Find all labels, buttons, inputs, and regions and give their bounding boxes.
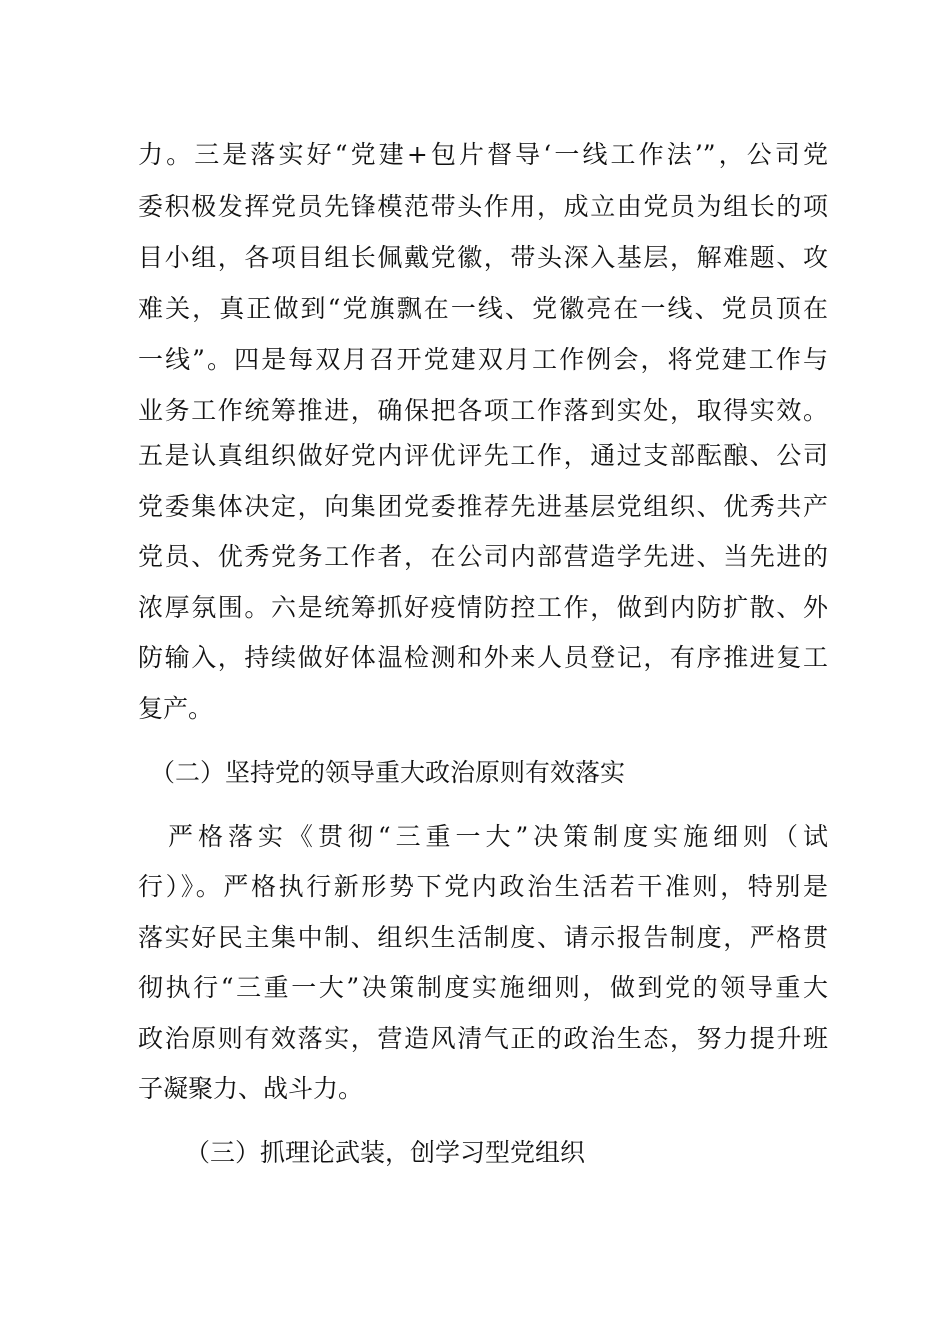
paragraph-line: 力。三是落实好“党建+包片督导‘一线工作法’”，公司党 [138, 140, 828, 169]
paragraph-line: 子凝聚力、战斗力。 [138, 1074, 364, 1103]
paragraph-line: 政治原则有效落实，营造风清气正的政治生态，努力提升班 [138, 1024, 828, 1053]
paragraph-line: 防输入，持续做好体温检测和外来人员登记，有序推进复工 [138, 643, 828, 672]
paragraph-line: 党员、优秀党务工作者，在公司内部营造学先进、当先进的 [138, 542, 828, 571]
paragraph-line: 五是认真组织做好党内评优评先工作，通过支部酝酿、公司 [138, 441, 828, 470]
paragraph-line: 落实好民主集中制、组织生活制度、请示报告制度，严格贯 [138, 923, 828, 952]
paragraph-line: 浓厚氛围。六是统筹抓好疫情防控工作，做到内防扩散、外 [138, 593, 828, 622]
paragraph-line: 复产。 [138, 694, 214, 723]
paragraph-line: 一线”。四是每双月召开党建双月工作例会，将党建工作与 [138, 345, 828, 374]
section-heading: （二）坚持党的领导重大政治原则有效落实 [150, 758, 626, 787]
paragraph-line: 行）》。严格执行新形势下党内政治生活若干准则，特别是 [138, 872, 828, 901]
paragraph-line: 委积极发挥党员先锋模范带头作用，成立由党员为组长的项 [138, 192, 828, 221]
paragraph-line: 目小组，各项目组长佩戴党徽，带头深入基层，解难题、攻 [138, 243, 828, 272]
paragraph-line: 业务工作统筹推进，确保把各项工作落到实处，取得实效。 [138, 396, 828, 425]
section-heading: （三）抓理论武装，创学习型党组织 [185, 1138, 586, 1167]
paragraph-line: 党委集体决定，向集团党委推荐先进基层党组织、优秀共产 [138, 492, 828, 521]
paragraph-line: 难关，真正做到“党旗飘在一线、党徽亮在一线、党员顶在 [138, 294, 828, 323]
paragraph-line: 严格落实《贯彻“三重一大”决策制度实施细则（试 [168, 822, 828, 851]
paragraph-line: 彻执行“三重一大”决策制度实施细则，做到党的领导重大 [138, 973, 828, 1002]
